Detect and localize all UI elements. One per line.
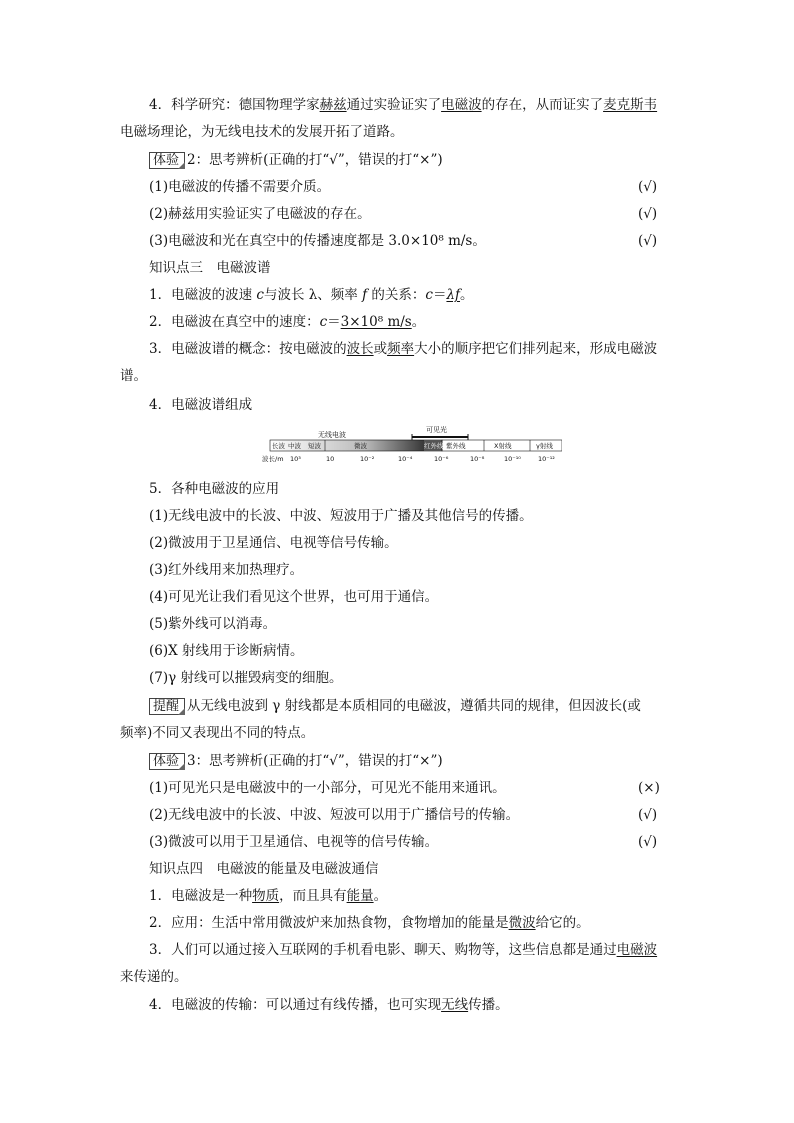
tick-label: 10⁻² (360, 455, 375, 463)
application-item: (6)X 射线用于诊断病情。 (149, 643, 304, 659)
vacuum-speed-line: 2．电磁波在真空中的速度：c＝3×10⁸ m/s。 (149, 314, 426, 330)
band-label: 中波 (288, 442, 301, 450)
energy-line-4: 4．电磁波的传输：可以通过有线传播，也可实现无线传播。 (149, 997, 509, 1013)
energy-line-3: 3．人们可以通过接入互联网的手机看电影、聊天、购物等，这些信息都是通过电磁波 (149, 942, 658, 958)
exercise-item: (2)赫兹用实验证实了电磁波的存在。 (149, 206, 371, 222)
answer-mark: (×) (638, 780, 660, 796)
band-label: X射线 (494, 442, 512, 450)
band-label: γ射线 (536, 442, 553, 450)
blank-answer: 频率 (387, 341, 415, 357)
section-heading-4: 知识点四 电磁波的能量及电磁波通信 (149, 861, 379, 877)
band-label: 微波 (354, 442, 367, 450)
blank-answer: 3×10⁸ m/s (340, 314, 412, 330)
application-item: (7)γ 射线可以摧毁病变的细胞。 (149, 670, 343, 686)
band-label: 短波 (308, 442, 321, 450)
energy-line-2: 2．应用：生活中常用微波炉来加热食物，食物增加的能量是微波给它的。 (149, 915, 590, 931)
text: 的存在，从而证实了 (481, 97, 604, 113)
tip-line (149, 697, 641, 715)
tip-text: 从无线电波到 γ 射线都是本质相同的电磁波，遵循共同的规律，但因波长(或 (187, 698, 641, 714)
application-item: (2)微波用于卫星通信、电视等信号传输。 (149, 535, 398, 551)
science-research-line (149, 96, 657, 114)
section-heading-3: 知识点三 电磁波谱 (149, 260, 271, 276)
application-item: (5)紫外线可以消毒。 (149, 616, 277, 632)
text: 通过实验证实了 (346, 97, 442, 113)
applications-heading: 5．各种电磁波的应用 (149, 481, 280, 497)
electromagnetic-spectrum-figure (262, 423, 562, 467)
band-label: 长波 (272, 442, 285, 450)
spectrum-composition-line: 4．电磁波谱组成 (149, 397, 253, 413)
blank-answer: 电磁波 (616, 942, 658, 958)
spectrum-concept-line-2: 谱。 (120, 368, 147, 384)
tick-label: 10⁻¹² (538, 455, 555, 463)
exercise-item: (1)电磁波的传播不需要介质。 (149, 179, 331, 195)
band-label: 红外线 (424, 442, 444, 450)
spectrum-concept-line: 3．电磁波谱的概念：按电磁波的波长或频率大小的顺序把它们排列起来，形成电磁波 (149, 341, 658, 357)
tick-label: 10 (326, 455, 335, 463)
answer-mark: (√) (638, 233, 658, 249)
application-item: (4)可见光让我们看见这个世界，也可用于通信。 (149, 589, 439, 605)
exercise-2-header (149, 151, 443, 169)
blank-answer: 波长 (346, 341, 374, 357)
tick-label: 10⁻¹⁰ (504, 455, 521, 463)
text: 4．科学研究：德国物理学家 (149, 97, 320, 113)
visible-label: 可见光 (426, 426, 447, 434)
exercise-3-header (149, 752, 443, 770)
tick-label: 10⁻⁴ (398, 455, 413, 463)
tick-label: 10⁻⁸ (470, 455, 485, 463)
blank-answer: 微波 (508, 915, 536, 931)
science-research-line-2 (120, 123, 404, 141)
blank-answer: 能量 (346, 888, 374, 904)
radio-label: 无线电波 (318, 431, 346, 439)
axis-label: 波长/m (262, 455, 284, 463)
application-item: (3)红外线用来加热理疗。 (149, 562, 304, 578)
energy-line-3b: 来传递的。 (120, 969, 188, 985)
blank-answer: 赫兹 (319, 97, 347, 113)
answer-mark: (√) (638, 206, 658, 222)
band-label: 紫外线 (446, 442, 466, 450)
exercise-tag: 体验 (149, 152, 185, 169)
wave-relation-line: 1．电磁波的波速 c与波长 λ、频率 f 的关系：c＝λf。 (149, 287, 474, 303)
answer-mark: (√) (638, 834, 658, 850)
blank-answer: 麦克斯韦 (603, 97, 658, 113)
blank-answer: λf (446, 287, 461, 303)
blank-answer: 物质 (252, 888, 280, 904)
exercise-tag: 体验 (149, 753, 185, 770)
exercise-item: (3)电磁波和光在真空中的传播速度都是 3.0×10⁸ m/s。 (149, 233, 486, 249)
tip-tag: 提醒 (149, 698, 185, 715)
text: 电磁场理论，为无线电技术的发展开拓了道路。 (120, 124, 404, 140)
blank-answer: 无线 (441, 997, 469, 1013)
answer-mark: (√) (638, 179, 658, 195)
exercise-item: (2)无线电波中的长波、中波、短波可以用于广播信号的传输。 (149, 807, 520, 823)
answer-mark: (√) (638, 807, 658, 823)
tip-line-2: 频率)不同又表现出不同的特点。 (120, 725, 315, 741)
exercise-title: 3：思考辨析(正确的打“√”，错误的打“×”) (187, 753, 443, 769)
exercise-item: (3)微波可以用于卫星通信、电视等的信号传输。 (149, 834, 439, 850)
exercise-item: (1)可见光只是电磁波中的一小部分，可见光不能用来通讯。 (149, 780, 506, 796)
application-item: (1)无线电波中的长波、中波、短波用于广播及其他信号的传播。 (149, 508, 533, 524)
blank-answer: 电磁波 (441, 97, 482, 113)
energy-line-1: 1．电磁波是一种物质，而且具有能量。 (149, 888, 388, 904)
tick-label: 10³ (290, 455, 301, 463)
exercise-title: 2：思考辨析(正确的打“√”，错误的打“×”) (187, 152, 443, 168)
tick-label: 10⁻⁶ (434, 455, 449, 463)
